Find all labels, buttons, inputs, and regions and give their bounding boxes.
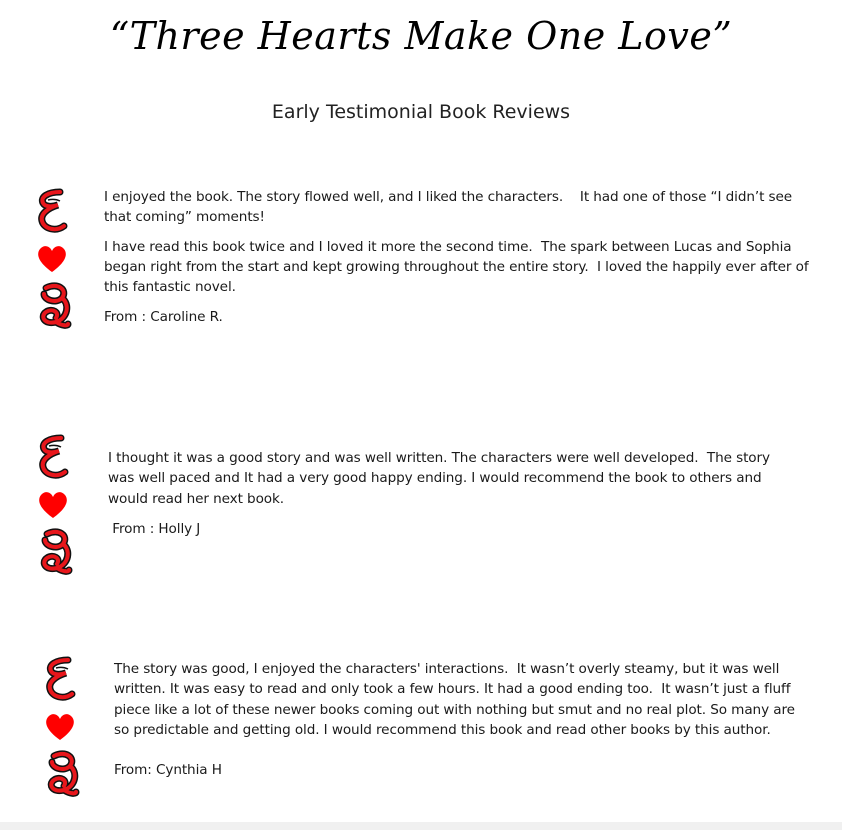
swirl-g-icon	[51, 754, 76, 793]
review-paragraph: The story was good, I enjoyed the characters' interactions. It wasn’t overly steamy, but it was well written. It was easy to read and only took a few hours. It had a good ending too. It wasn’t just a fluff piece like a lot of these newer books coming out with nothing but smut and no real plot. So many are so predictable and getting old. I would recommend this book and read other books by this author.	[114, 661, 800, 738]
swirl-e-icon	[50, 660, 72, 697]
page-bottom-edge	[0, 822, 842, 830]
heart-icon	[46, 714, 74, 740]
review-caroline	[104, 187, 812, 328]
review-attribution: From : Holly J	[108, 520, 201, 537]
page-subtitle: Early Testimonial Book Reviews	[271, 101, 571, 123]
ornament-graphic	[34, 186, 74, 331]
swirl-g-icon	[44, 532, 69, 571]
review-attribution: From : Caroline R.	[104, 309, 223, 326]
review-cynthia	[114, 659, 814, 780]
review-paragraph: I enjoyed the book. The story flowed well, and I liked the characters. It had one of those “I didn’t see that coming” moments!	[104, 189, 797, 226]
heart-icon	[39, 492, 67, 518]
ornament-column	[42, 654, 82, 799]
review-holly	[108, 448, 798, 539]
swirl-e-icon	[42, 192, 64, 229]
ornament-graphic	[35, 432, 75, 577]
book-title: “Three Hearts Make One Love”	[109, 14, 733, 58]
ornament-graphic	[42, 654, 82, 799]
ornament-column	[34, 186, 74, 331]
swirl-g-icon	[43, 286, 68, 325]
review-paragraph: I thought it was a good story and was well written. The characters were well developed. The story was well paced and It had a very good happy ending. I would recommend the book to others and would read her next book.	[108, 450, 775, 507]
ornament-column	[35, 432, 75, 577]
review-attribution: From: Cynthia H	[114, 762, 222, 779]
heart-icon	[38, 246, 66, 272]
swirl-e-icon	[43, 438, 65, 475]
review-paragraph: I have read this book twice and I loved it more the second time. The spark between Lucas and Sophia began right from the start and kept growing throughout the entire story. I loved the happily ever after of this fantastic novel.	[104, 238, 813, 296]
